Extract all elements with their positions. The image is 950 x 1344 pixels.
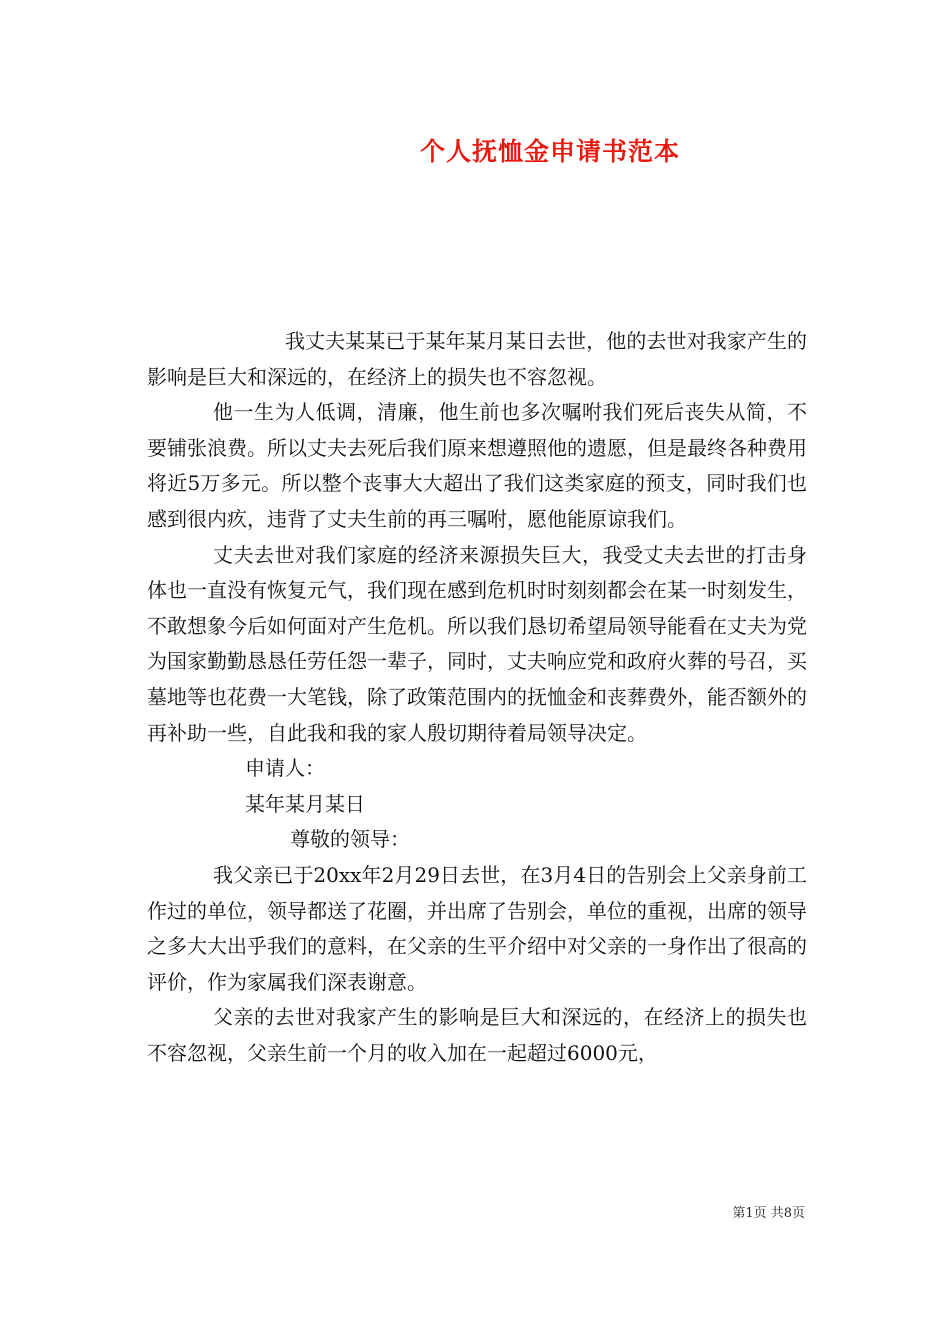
paragraph-2: 他一生为人低调，清廉，他生前也多次嘱咐我们死后丧失从简，不要铺张浪费。所以丈夫去死后我们原来想遵照他的遗愿，但是最终各种费用将近5万多元。所以整个丧事大大超出了我们这类家庭的预支，同时我们也感到很内疚，违背了丈夫生前的再三嘱咐，愿他能原谅我们。: [147, 400, 807, 531]
paragraph-4: 我父亲已于20xx年2月29日去世，在3月4日的告别会上父亲身前工作过的单位，领导都送了花圈，并出席了告别会，单位的重视，出席的领导之多大大出乎我们的意料，在父亲的生平介绍中对父亲的一身作出了很高的评价，作为家属我们深表谢意。: [147, 862, 807, 994]
salutation: 尊敬的领导：: [290, 827, 410, 852]
paragraph-1: 我丈夫某某已于某年某月某日去世，他的去世对我家产生的影响是巨大和深远的，在经济上的损失也不容忽视。: [147, 329, 807, 389]
page-number: 第1页 共8页: [732, 1206, 805, 1221]
signature-date: 某年某月某日: [245, 791, 365, 816]
document-title: 个人抚恤金申请书范本: [419, 137, 680, 166]
document-body: [147, 324, 807, 1071]
applicant-label: 申请人：: [245, 756, 325, 781]
paragraph-3: 丈夫去世对我们家庭的经济来源损失巨大，我受丈夫去世的打击身体也一直没有恢复元气，我们现在感到危机时时刻刻都会在某一时刻发生，不敢想象今后如何面对产生危机。所以我们恳切希望局领导能看在丈夫为党为国家勤勤恳恳任劳任怨一辈子，同时，丈夫响应党和政府火葬的号召，买墓地等也花费一大笔钱，除了政策范围内的抚恤金和丧葬费外，能否额外的再补助一些，自此我和我的家人殷切期待着局领导决定。: [147, 542, 807, 745]
paragraph-5: 父亲的去世对我家产生的影响是巨大和深远的，在经济上的损失也不容忽视，父亲生前一个月的收入加在一起超过6000元，: [147, 1005, 807, 1065]
